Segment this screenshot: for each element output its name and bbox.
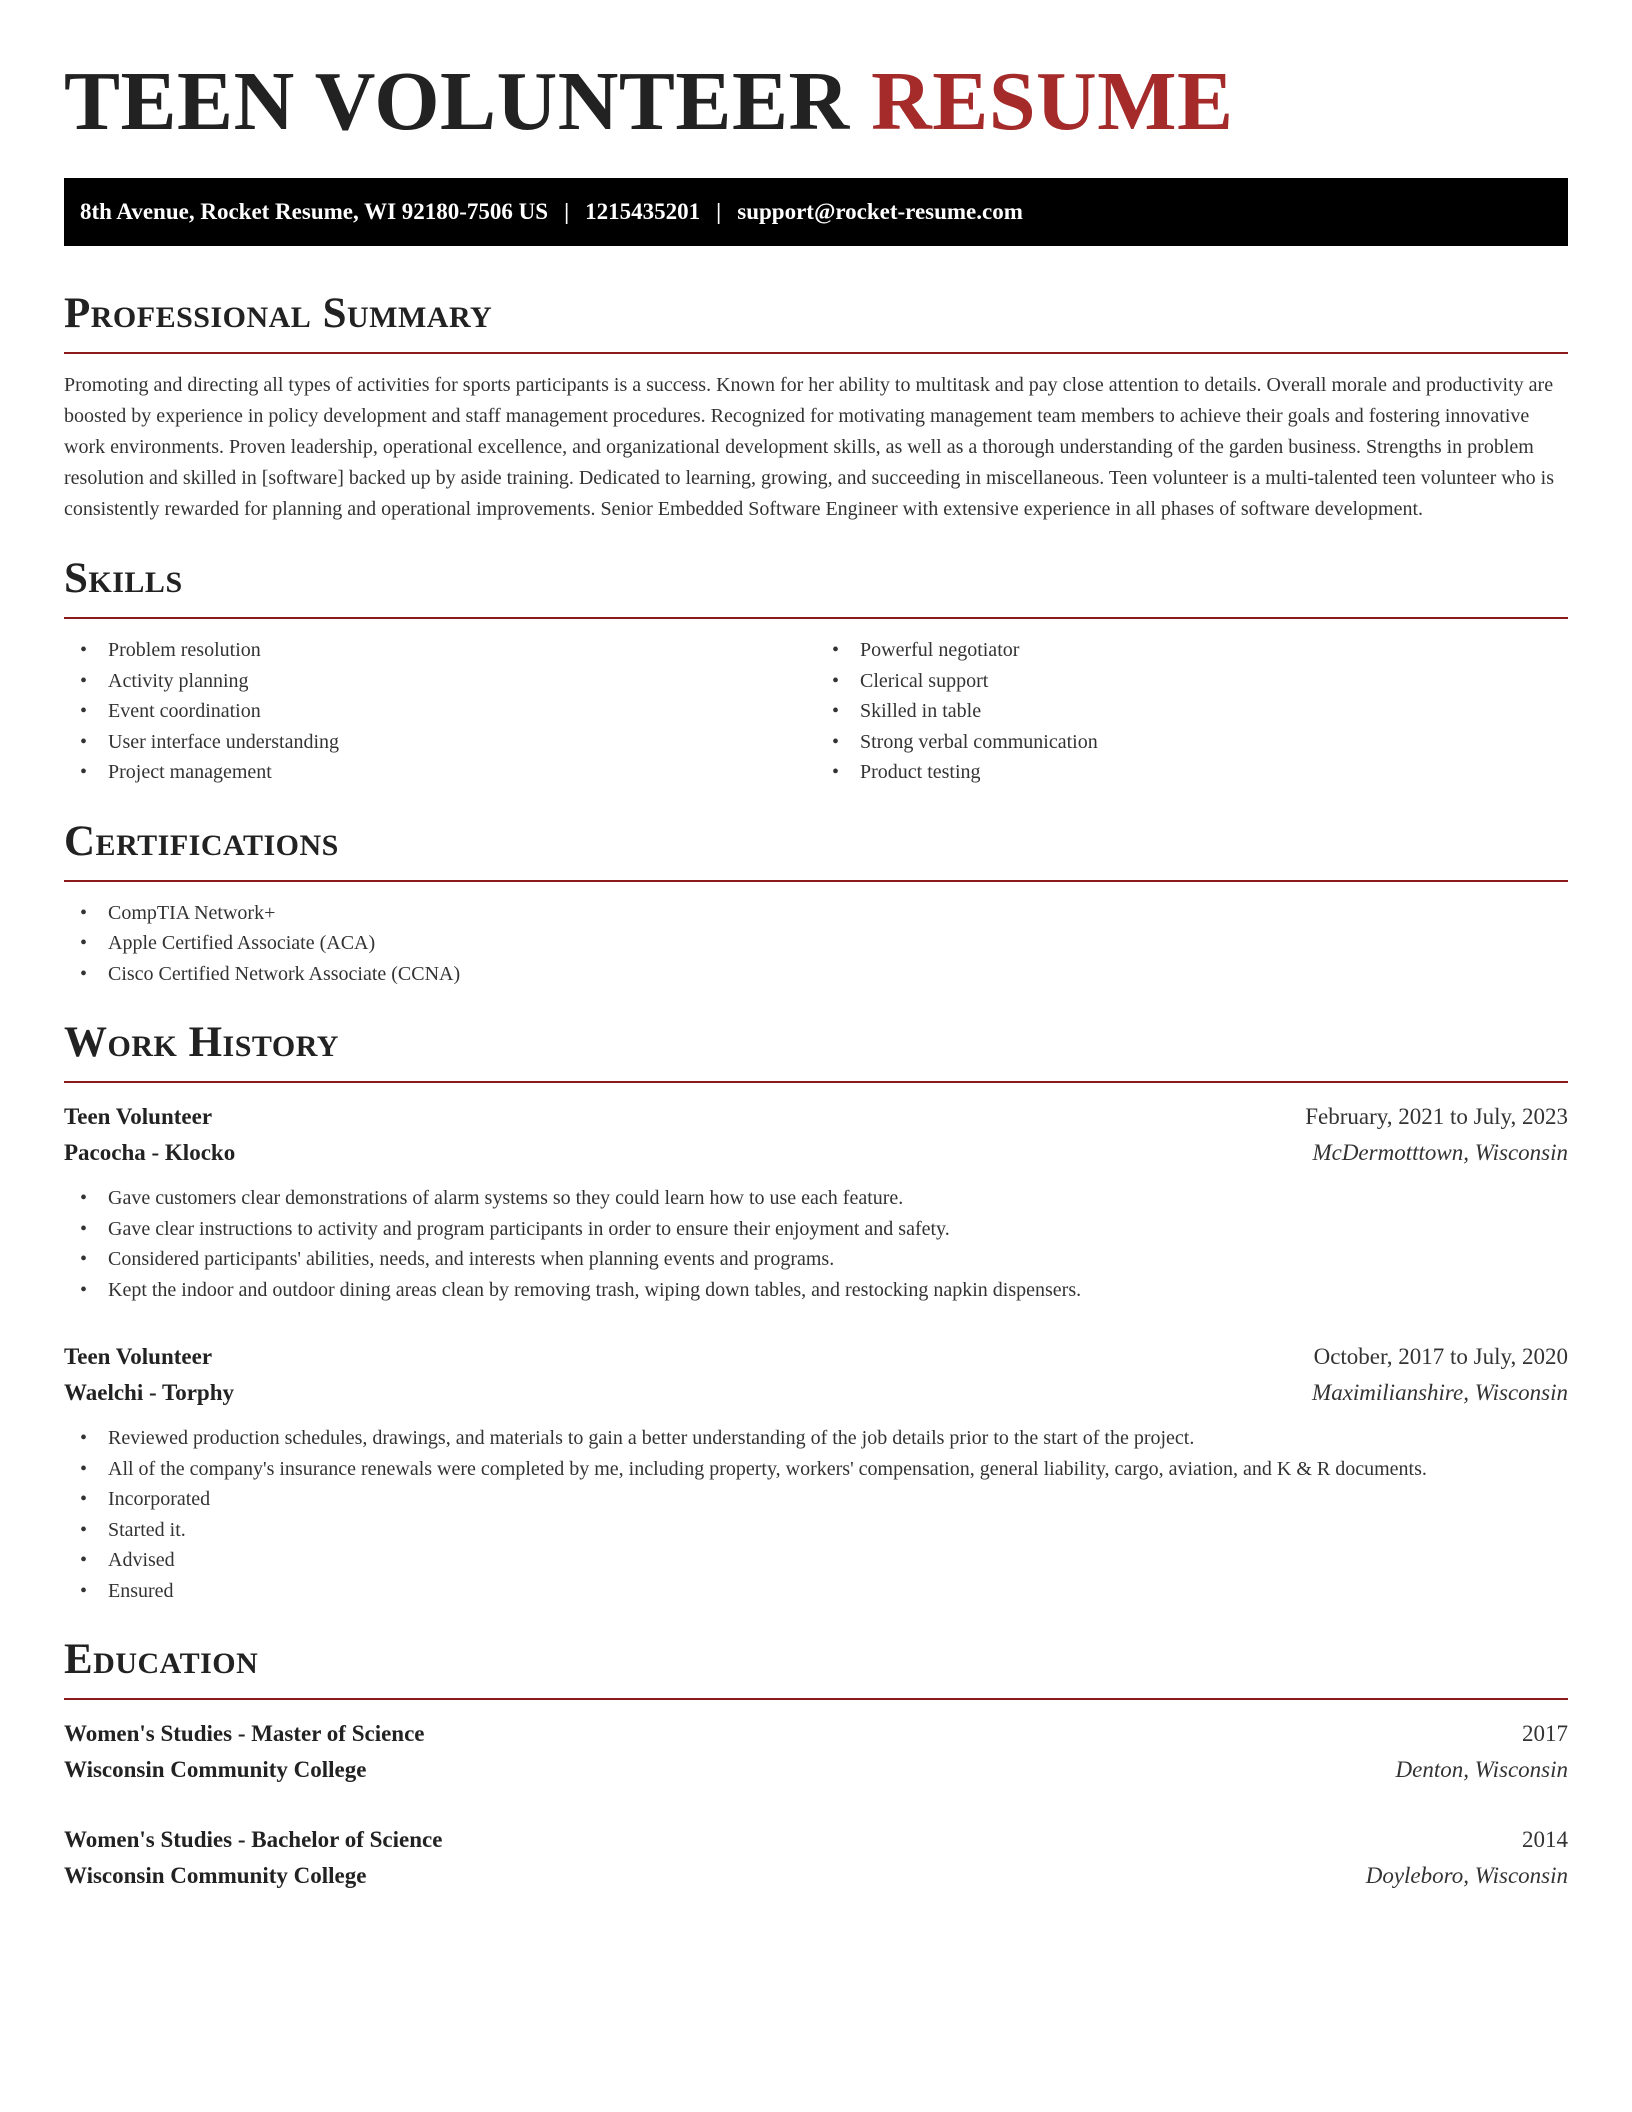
duty-item: • Incorporated	[80, 1488, 211, 1510]
degree: Women's Studies - Bachelor of Science	[64, 1827, 443, 1852]
skill-item: • Product testing	[832, 761, 981, 783]
certification-item: • Cisco Certified Network Associate (CCNA)	[80, 962, 461, 985]
skill-item: • Project management	[80, 761, 272, 783]
education-heading: Education	[64, 1636, 259, 1683]
duty-item: • Considered participants' abilities, needs, and interests when planning events and programs.	[80, 1248, 835, 1270]
section-divider	[64, 352, 1568, 354]
duty-item: • Kept the indoor and outdoor dining areas clean by removing trash, wiping down tables, and restocking napkin dispensers.	[80, 1278, 1082, 1301]
summary-text: Promoting and directing all types of activities for sports participants is a success. Known for her ability to multitask and pay close attention to details. Overall morale and productivity are boosted by experience in policy development and staff management procedures. Recognized for motivating management team members to achieve their goals and fostering innovative work environments. Proven leadership, operational excellence, and organizational development skills, as well as a thorough understanding of the garden business. Strengths in problem resolution and skilled in [software] backed up by aside training. Dedicated to learning, growing, and succeeding in miscellaneous. Teen volunteer is a multi-talented teen volunteer who is consistently rewarded for planning and operational improvements. Senior Embedded Software Engineer with extensive experience in all phases of software development.	[64, 374, 1555, 520]
job-location: Maximilianshire, Wisconsin	[1312, 1380, 1568, 1405]
duty-item: • Ensured	[80, 1579, 174, 1602]
job-entry	[64, 1099, 1568, 1305]
skills-grid	[64, 635, 1568, 788]
job-location: McDermotttown, Wisconsin	[1312, 1140, 1568, 1165]
job-duties	[64, 1423, 1568, 1606]
summary-heading: Professional Summary	[64, 290, 493, 337]
duty-item: • Gave clear instructions to activity and program participants in order to ensure their enjoyment and safety.	[80, 1217, 950, 1240]
work-history-section	[64, 1019, 1568, 1606]
job-company: Waelchi - Torphy	[64, 1380, 234, 1405]
education-entry	[64, 1822, 1568, 1894]
job-dates: October, 2017 to July, 2020	[1313, 1344, 1568, 1369]
certification-item: • Apple Certified Associate (ACA)	[80, 932, 376, 954]
job-duties	[64, 1183, 1568, 1305]
section-divider	[64, 880, 1568, 882]
skills-heading: Skills	[64, 555, 183, 602]
contact-separator: |	[564, 199, 570, 224]
skill-item: • Skilled in table	[832, 700, 982, 722]
certifications-section	[64, 818, 1568, 990]
school-location: Doyleboro, Wisconsin	[1365, 1863, 1568, 1888]
duty-item: • Started it.	[80, 1518, 186, 1541]
skill-item: • Event coordination	[80, 700, 261, 722]
job-title: Teen Volunteer	[64, 1344, 213, 1369]
school: Wisconsin Community College	[64, 1757, 367, 1782]
title-main: TEEN VOLUNTEER	[64, 55, 850, 148]
contact-email: support@rocket-resume.com	[737, 199, 1023, 224]
school: Wisconsin Community College	[64, 1863, 367, 1888]
work-history-heading: Work History	[64, 1019, 339, 1066]
school-location: Denton, Wisconsin	[1395, 1757, 1568, 1782]
summary-section	[64, 290, 1568, 525]
education-section	[64, 1636, 1568, 1894]
duty-item: • Gave customers clear demonstrations of alarm systems so they could learn how to use each feature.	[80, 1187, 904, 1209]
contact-phone: 1215435201	[585, 199, 701, 224]
section-divider	[64, 1698, 1568, 1700]
job-company: Pacocha - Klocko	[64, 1140, 236, 1165]
certification-item: • CompTIA Network+	[80, 901, 276, 924]
degree: Women's Studies - Master of Science	[64, 1721, 425, 1746]
graduation-year: 2014	[1522, 1827, 1568, 1852]
contact-address: 8th Avenue, Rocket Resume, WI 92180-7506 US	[80, 199, 549, 224]
section-divider	[64, 617, 1568, 619]
section-divider	[64, 1081, 1568, 1083]
title-accent: RESUME	[871, 55, 1234, 148]
contact-separator: |	[716, 199, 722, 224]
job-dates: February, 2021 to July, 2023	[1305, 1104, 1568, 1129]
skill-item: • Activity planning	[80, 669, 249, 692]
education-entry	[64, 1716, 1568, 1788]
graduation-year: 2017	[1522, 1721, 1568, 1746]
skill-item: • Strong verbal communication	[832, 730, 1098, 753]
duty-item: • Reviewed production schedules, drawings, and materials to gain a better understanding of the job details prior to the start of the project.	[80, 1427, 1195, 1449]
skills-list-right	[816, 635, 1568, 788]
job-title: Teen Volunteer	[64, 1104, 213, 1129]
resume-title	[64, 56, 1568, 148]
skill-item: • Clerical support	[832, 669, 989, 692]
skill-item: • User interface understanding	[80, 730, 340, 753]
certifications-list	[64, 898, 1568, 990]
skills-list-left	[64, 635, 816, 788]
skills-section	[64, 555, 1568, 788]
duty-item: • Advised	[80, 1549, 175, 1571]
duty-item: • All of the company's insurance renewals were completed by me, including property, workers' compensation, general liability, cargo, aviation, and K & R documents.	[80, 1457, 1427, 1480]
skill-item: • Problem resolution	[80, 639, 261, 661]
certifications-heading: Certifications	[64, 817, 339, 865]
job-entry	[64, 1339, 1568, 1606]
contact-bar	[64, 178, 1568, 246]
skill-item: • Powerful negotiator	[832, 639, 1020, 661]
